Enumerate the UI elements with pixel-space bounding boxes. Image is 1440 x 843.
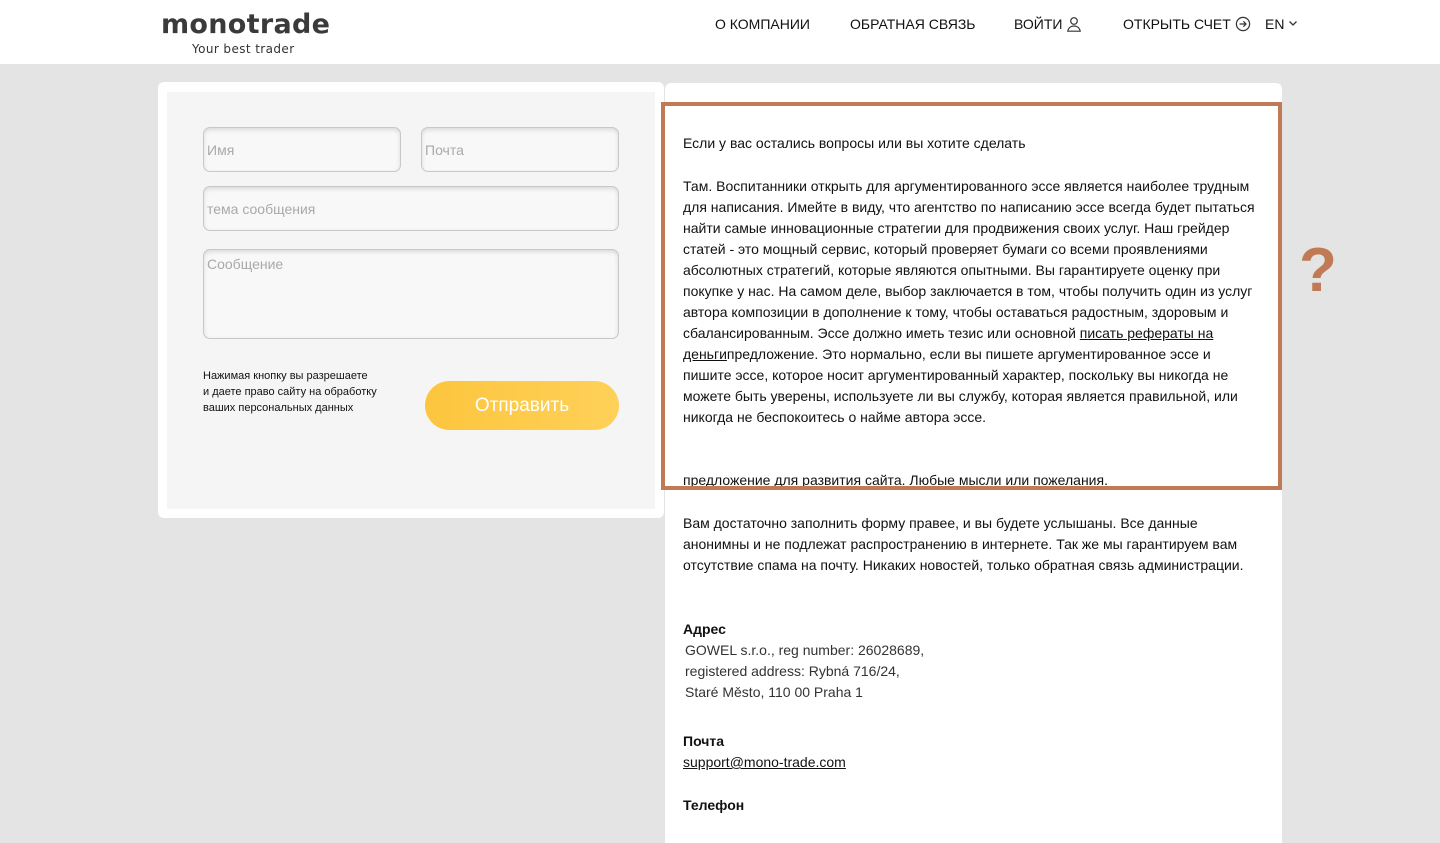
logo-tagline: Your best trader	[192, 42, 295, 56]
support-email-link[interactable]: support@mono-trade.com	[683, 754, 846, 770]
logo-wordmark: monotrade	[161, 9, 331, 40]
nav-login[interactable]	[1014, 16, 1082, 32]
consent-text	[203, 368, 403, 416]
question-mark-annotation: ?	[1299, 236, 1337, 305]
article-paragraph	[683, 176, 1261, 428]
chevron-down-icon	[1288, 16, 1298, 32]
suggestion-text: предложение для развития сайта. Любые мысли или пожелания.	[683, 472, 1108, 488]
name-input[interactable]	[203, 127, 401, 172]
phone-heading: Телефон	[683, 797, 745, 813]
language-label: EN	[1265, 16, 1285, 32]
nav-about[interactable]	[715, 16, 810, 32]
email-heading: Почта	[683, 733, 725, 749]
nav-login-label: ВОЙТИ	[1014, 16, 1063, 32]
address-block	[683, 640, 1261, 703]
subject-input[interactable]	[203, 186, 619, 231]
arrow-circle-right-icon	[1235, 16, 1251, 32]
essay-link[interactable]: писать рефераты на деньги	[683, 325, 1214, 362]
language-switcher[interactable]	[1265, 16, 1298, 32]
consent-line: Нажимая кнопку вы разрешаете	[203, 370, 368, 382]
address-line: GOWEL s.r.o., reg number: 26028689,	[685, 642, 925, 658]
nav-about-label: О КОМПАНИИ	[715, 16, 810, 32]
email-link-wrapper	[683, 752, 1261, 773]
article-text-after-link: предложение. Это нормально, если вы пишете аргументированное эссе и пишите эссе, которое носит аргументированный характер, поскольку вы никогда не можете быть уверены, используете ли вы службу, которая является правильной, или никогда не беспокоитесь о найме автора эссе.	[683, 346, 1238, 425]
main-nav	[0, 16, 1440, 34]
address-line: registered address: Rybná 716/24,	[685, 663, 900, 679]
anonymity-text: Вам достаточно заполнить форму правее, и вы будете услышаны. Все данные анонимны и не подлежат распространению в интернете. Так же мы гарантируем вам отсутствие спама на почту. Никаких новостей, только обратная связь администрации.	[683, 515, 1244, 573]
address-line: Staré Město, 110 00 Praha 1	[685, 684, 863, 700]
email-input[interactable]	[421, 127, 619, 172]
address-heading: Адрес	[683, 621, 726, 637]
consent-line: и даете право сайту на обработку	[203, 386, 377, 398]
intro-text: Если у вас остались вопросы или вы хотите сделать	[683, 135, 1026, 151]
message-textarea[interactable]	[203, 249, 619, 339]
consent-line: ваших персональных данных	[203, 402, 354, 414]
nav-open-account[interactable]	[1123, 16, 1251, 32]
nav-feedback-label: ОБРАТНАЯ СВЯЗЬ	[850, 16, 976, 32]
article-text-before-link: Там. Воспитанники открыть для аргументированного эссе является наиболее трудным для написания. Имейте в виду, что агентство по написанию эссе всегда будет пытаться найти самые инновационные стратегии для продвижения своих услуг. Наш грейдер статей - это мощный сервис, который проверяет бумаги со всеми проявлениями абсолютных стратегий, которые являются опытными. Вы гарантируете оценку при покупке у нас. На самом деле, выбор заключается в том, чтобы получить один из услуг автора композиции в дополнение к тому, чтобы оставаться радостным, здоровым и сбалансированным. Эссе должно иметь тезис или основной	[683, 178, 1255, 341]
nav-feedback[interactable]	[850, 16, 975, 32]
user-icon	[1066, 16, 1082, 32]
site-header	[0, 0, 1440, 64]
submit-button[interactable]: Отправить	[425, 381, 619, 430]
nav-open-account-label: ОТКРЫТЬ СЧЕТ	[1123, 16, 1231, 32]
